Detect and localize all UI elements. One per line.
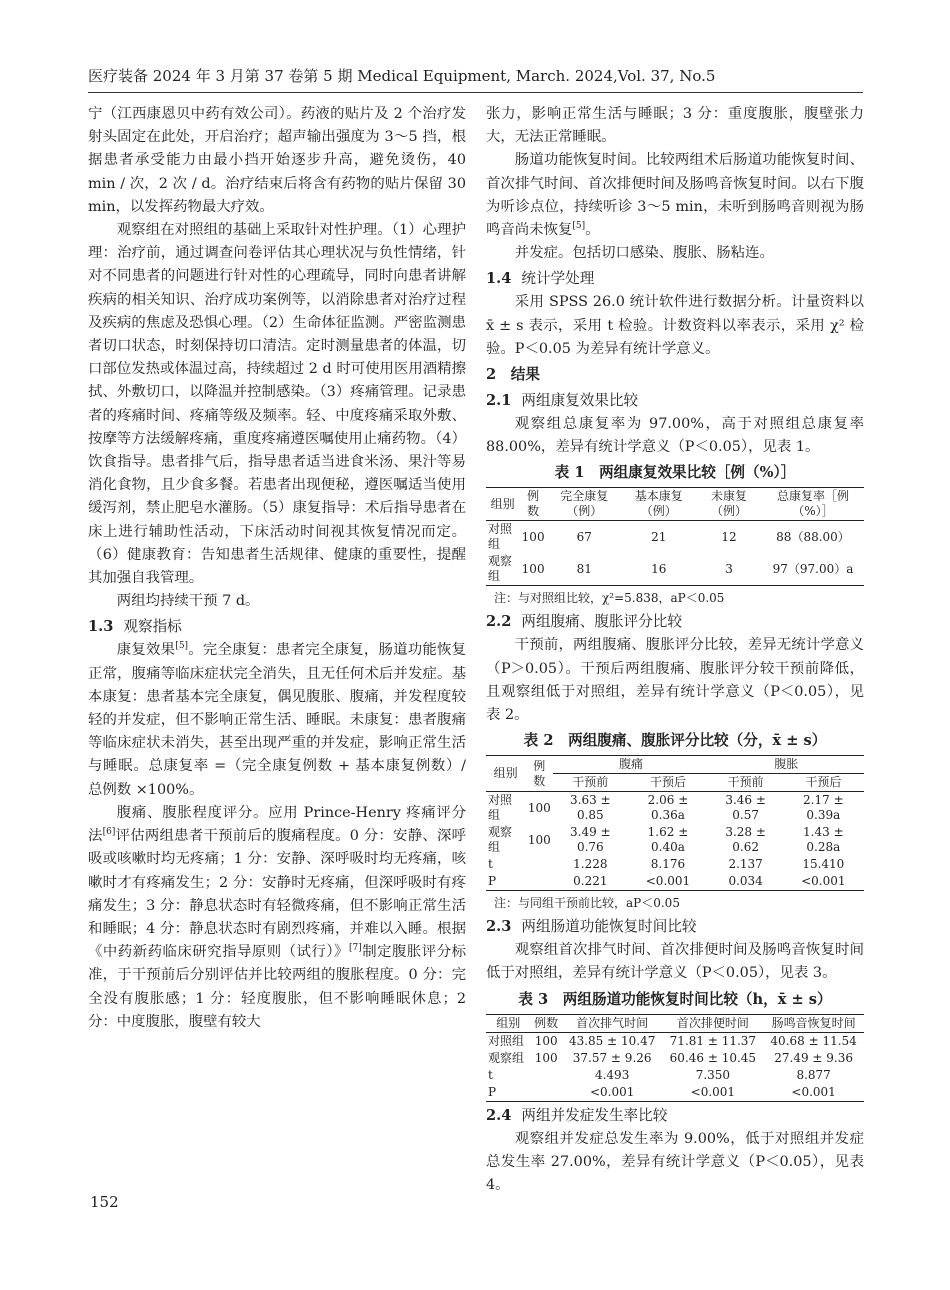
paragraph: 观察组在对照组的基础上采取针对性护理。（1）心理护理：治疗前，通过调查问卷评估其心理状况与负性情绪，针对不同患者的问题进行针对性的心理疏导，同时向患者讲解疾病的相关知识、治疗成功案例等，以消除患者对治疗过程及疾病的焦虑及恐惧心理。（2）生命体征监测。严密监测患者切口状态，时刻保持切口清洁。定时测量患者的体温，切口部位发热或体温过高，持续超过 2 d 时可使用医用酒精擦拭、外敷切口，以降温并控制感染。（3）疼痛管理。记录患者的疼痛时间、疼痛等级及频率。轻、中度疼痛采取外敷、按摩等方法缓解疼痛，重度疼痛遵医嘱使用止痛药物。（4）饮食指导。患者排气后，指导患者适当进食米汤、果汁等易消化食物，且少食多餐。若患者出现便秘，遵医嘱适当使用缓泻剂，禁止肥皂水灌肠。（5）康复指导：术后指导患者在床上进行辅助性活动，下床活动时间视其恢复情况而定。（6）健康教育：告知患者生活规律、健康的重要性，提醒其加强自我管理。 (88, 222, 466, 587)
section-heading-2: 2 结果 (486, 366, 540, 384)
table-header: 例数 (519, 488, 547, 521)
section-heading-1-3: 1.3 观察指标 (88, 618, 182, 636)
table-header: 首次排气时间 (562, 1014, 663, 1032)
table-row: P 0.221 <0.001 0.034 <0.001 (488, 874, 846, 889)
table-row: 对照组 100 43.85 ± 10.47 71.81 ± 11.37 40.68 ± 11.54 (488, 1033, 857, 1048)
paragraph: 张力，影响正常生活与睡眠；3 分：重度腹胀，腹壁张力大，无法正常睡眠。 (486, 106, 864, 146)
section-heading-2-3: 2.3 两组肠道功能恢复时间比较 (486, 918, 697, 936)
table-header: 肠鸣音恢复时间 (763, 1014, 864, 1032)
paragraph: 采用 SPSS 26.0 统计软件进行数据分析。计量资料以 x̄ ± s 表示，采用 t 检验。计数资料以率表示，采用 χ² 检验。P＜0.05 为差异有统计学意义。 (486, 294, 864, 357)
table-header: 完全康复（例） (547, 488, 622, 521)
page-number: 152 (90, 1193, 119, 1211)
section-heading-2-1: 2.1 两组康复效果比较 (486, 392, 639, 410)
table-header: 基本康复（例） (622, 488, 697, 521)
paragraph: 并发症。包括切口感染、腹胀、肠粘连。 (514, 245, 774, 262)
paragraph: 观察组总康复率为 97.00%，高于对照组总康复率 88.00%，差异有统计学意义（P＜0.05），见表 1。 (486, 416, 864, 456)
citation: [5] (572, 221, 586, 232)
table-row: t 4.493 7.350 8.877 (488, 1067, 831, 1082)
table-header: 干预前 (709, 774, 783, 792)
table-2 (486, 755, 864, 891)
table-header: 干预后 (627, 774, 708, 792)
table-1 (486, 487, 864, 586)
table-row: 观察组 100 3.49 ± 0.76 1.62 ± 0.40a 3.28 ± 0.62 1.43 ± 0.28a (488, 825, 844, 855)
journal-header: 医疗装备 2024 年 3 月第 37 卷第 5 期 Medical Equipment, March. 2024,Vol. 37, No.5 (88, 66, 863, 93)
paragraph: 宁（江西康恩贝中药有效公司）。药液的贴片及 2 个治疗发射头固定在此处，开启治疗；超声输出强度为 3～5 挡，根据患者承受能力由最小挡开始逐步升高，避免烫伤，40 min / 次，2 次 / d。治疗结束后将含有药物的贴片保留 30 min，以发挥药物最大疗效。 (88, 106, 466, 215)
table-header: 组别 (486, 488, 519, 521)
table-header: 例数 (531, 1014, 562, 1032)
table-1-note: 注：与对照组比较，χ²=5.838，aP＜0.05 (494, 591, 725, 606)
section-heading-2-4: 2.4 两组并发症发生率比较 (486, 1106, 668, 1124)
paragraph: 肠道功能恢复时间。比较两组术后肠道功能恢复时间、首次排气时间、首次排便时间及肠鸣音恢复时间。以右下腹为听诊点位，持续听诊 3～5 min，未听到肠鸣音则视为肠鸣音尚未恢复[5]。 (486, 152, 864, 239)
table-3 (486, 1014, 864, 1102)
paragraph: 干预前，两组腹痛、腹胀评分比较，差异无统计学意义（P＞0.05）。干预后两组腹痛、腹胀评分较干预前降低，且观察组低于对照组，差异有统计学意义（P＜0.05），见表 2。 (486, 637, 864, 724)
table-header: 例数 (525, 756, 553, 792)
paragraph: 观察组首次排气时间、首次排便时间及肠鸣音恢复时间低于对照组，差异有统计学意义（P＜0.05），见表 3。 (486, 942, 864, 982)
table-header: 总康复率［例（%）］ (762, 488, 864, 521)
section-heading-1-4: 1.4 统计学处理 (486, 270, 595, 288)
table-header: 首次排便时间 (663, 1014, 764, 1032)
paragraph: 腹痛、腹胀程度评分。应用 Prince-Henry 疼痛评分法[6]评估两组患者干预前后的腹痛程度。0 分：安静、深呼吸或咳嗽时均无疼痛；1 分：安静、深呼吸时均无疼痛，咳嗽时才有疼痛发生；2 分：安静时无疼痛，但深呼吸时有疼痛发生；3 分：静息状态时有轻微疼痛，但不影响正常生活和睡眠；4 分：静息状态时有剧烈疼痛，并难以入睡。根据《中药新药临床研究指导原则（试行）》[7]制定腹胀评分标准，于干预前后分别评估并比较两组的腹胀程度。0 分：完全没有腹胀感；1 分：轻度腹胀，但不影响睡眠休息；2 分：中度腹胀，腹壁有较大 (88, 804, 466, 1030)
table-header: 组别 (486, 1014, 531, 1032)
table-header: 未康复（例） (696, 488, 762, 521)
table-row: 对照组 100 3.63 ± 0.85 2.06 ± 0.36a 3.46 ± 0.57 2.17 ± 0.39a (488, 793, 844, 823)
table-header: 腹痛 (553, 756, 708, 774)
right-column (486, 103, 864, 1197)
table-row: P <0.001 <0.001 <0.001 (488, 1084, 836, 1099)
table-row: t 1.228 8.176 2.137 15.410 (488, 857, 845, 872)
citation: [6] (102, 827, 116, 838)
table-2-caption: 表 2 两组腹痛、腹胀评分比较（分，x̄ ± s） (523, 732, 827, 750)
paragraph: 康复效果[5]。完全康复：患者完全康复，肠道功能恢复正常，腹痛等临床症状完全消失，且无任何术后并发症。基本康复：患者基本完全康复，偶见腹胀、腹痛，并发程度较轻的并发症，但不影响正常生活、睡眠。未康复：患者腹痛等临床症状未消失，甚至出现严重的并发症，影响正常生活与睡眠。总康复率 =（完全康复例数 + 基本康复例数）/ 总例数 ×100%。 (88, 641, 466, 798)
table-1-caption: 表 1 两组康复效果比较［例（%）］ (554, 464, 796, 482)
table-row: 观察组 100 37.57 ± 9.26 60.46 ± 10.45 27.49 ± 9.36 (488, 1050, 853, 1065)
table-header: 腹胀 (709, 756, 864, 774)
citation: [5] (175, 641, 189, 652)
table-2-note: 注：与同组干预前比较，aP＜0.05 (494, 896, 680, 911)
table-3-caption: 表 3 两组肠道功能恢复时间比较（h，x̄ ± s） (518, 990, 832, 1008)
table-row: 观察组 100 81 16 3 97（97.00）a (488, 554, 854, 584)
paragraph: 观察组并发症总发生率为 9.00%，低于对照组并发症总发生率 27.00%，差异有统计学意义（P＜0.05），见表 4。 (486, 1130, 864, 1194)
table-row: 对照组 100 67 21 12 88（88.00） (488, 522, 850, 552)
table-header: 干预前 (553, 774, 627, 792)
table-header: 组别 (486, 756, 525, 792)
paragraph: 两组均持续干预 7 d。 (116, 593, 260, 610)
table-header: 干预后 (783, 774, 864, 792)
citation: [7] (348, 943, 362, 954)
left-column (88, 103, 466, 1034)
section-heading-2-2: 2.2 两组腹痛、腹胀评分比较 (486, 613, 682, 631)
